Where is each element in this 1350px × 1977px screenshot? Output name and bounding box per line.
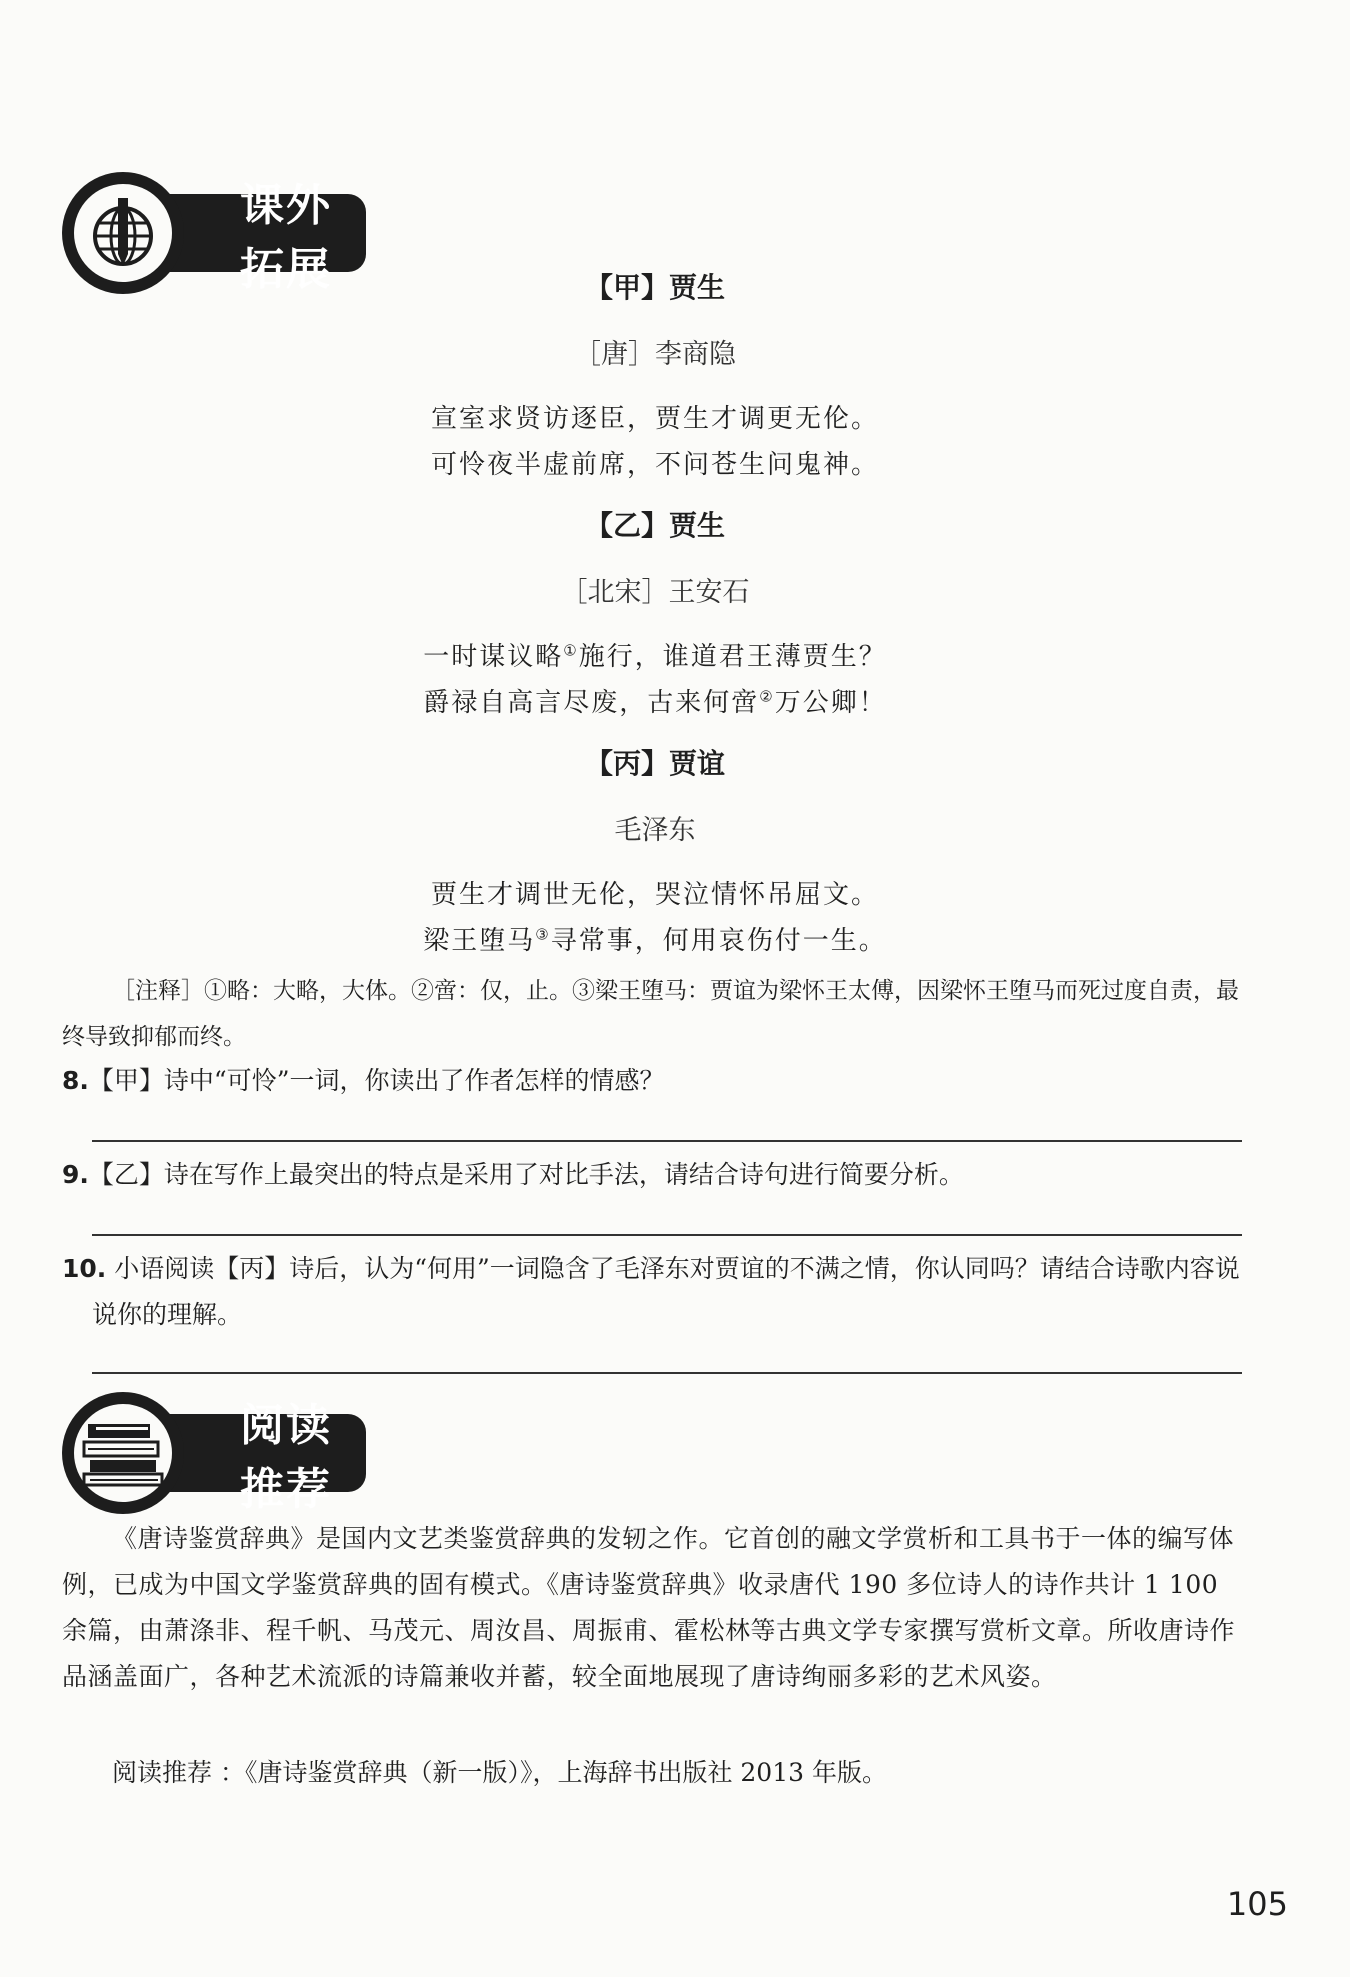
section-header-recommend bbox=[62, 1392, 382, 1522]
annotation-notes: ［注释］①略：大略，大体。②啻：仅，止。③梁王堕马：贾谊为梁怀王太傅，因梁怀王堕马而死过度自责，最终导致抑郁而终。 bbox=[62, 978, 1239, 1050]
poem-b-line-2: 爵禄自高言尽废，古来何啻②万公卿！ bbox=[423, 687, 887, 718]
question-10: 10. 小语阅读【丙】诗后，认为“何用”一词隐含了毛泽东对贾谊的不满之情，你认同吗？请结合诗歌内容说说你的理解。 bbox=[62, 1254, 1240, 1329]
recommend-line: 阅读推荐 ：《唐诗鉴赏辞典（新一版）》，上海辞书出版社 2013 年版。 bbox=[112, 1758, 887, 1787]
poem-b-line-1: 一时谋议略①施行，谁道君王薄贾生？ bbox=[423, 641, 887, 672]
poem-a-title: 【甲】贾生 bbox=[584, 271, 725, 304]
section-title-pill bbox=[154, 180, 366, 295]
poem-c-author: 毛泽东 bbox=[614, 815, 696, 846]
books-icon bbox=[82, 1418, 164, 1488]
poem-a-author: ［唐］李商隐 bbox=[574, 339, 736, 370]
question-8: 8.【甲】诗中“可怜”一词，你读出了作者怎样的情感？ bbox=[62, 1066, 665, 1095]
section-title: 课外拓展 bbox=[240, 180, 332, 295]
poem-a-line-1: 宣室求贤访逐臣，贾生才调更无伦。 bbox=[430, 404, 879, 434]
section-icon-badge bbox=[62, 1392, 184, 1514]
poem-c-line-2: 梁王堕马③寻常事，何用哀伤付一生。 bbox=[423, 925, 887, 956]
answer-line-9[interactable] bbox=[92, 1234, 1242, 1236]
answer-line-8[interactable] bbox=[92, 1140, 1242, 1142]
page-number: 105 bbox=[1226, 1885, 1288, 1923]
globe-pen-icon bbox=[86, 196, 160, 270]
question-9: 9.【乙】诗在写作上最突出的特点是采用了对比手法，请结合诗句进行简要分析。 bbox=[62, 1160, 964, 1189]
poem-a-line-2: 可怜夜半虚前席，不问苍生问鬼神。 bbox=[430, 450, 879, 480]
poem-c-line-1: 贾生才调世无伦，哭泣情怀吊屈文。 bbox=[430, 880, 879, 910]
section-title-pill bbox=[154, 1400, 366, 1515]
recommend-paragraph: 《唐诗鉴赏辞典》是国内文艺类鉴赏辞典的发轫之作。它首创的融文学赏析和工具书于一体的编写体例，已成为中国文学鉴赏辞典的固有模式。《唐诗鉴赏辞典》收录唐代 190 多位诗人的诗作共计 1 100 余篇，由萧涤非、程千帆、马茂元、周汝昌、周振甫、霍松林等古典文学专家撰写赏析文章。所收唐诗作品涵盖面广，各种艺术流派的诗篇兼收并蓄，较全面地展现了唐诗绚丽多彩的艺术风姿。 bbox=[62, 1524, 1236, 1691]
poem-b-author: ［北宋］王安石 bbox=[560, 577, 750, 608]
poem-c-title: 【丙】贾谊 bbox=[584, 747, 725, 780]
poem-b-title: 【乙】贾生 bbox=[584, 509, 725, 542]
section-title: 阅读推荐 bbox=[240, 1400, 332, 1515]
answer-line-10[interactable] bbox=[92, 1372, 1242, 1374]
